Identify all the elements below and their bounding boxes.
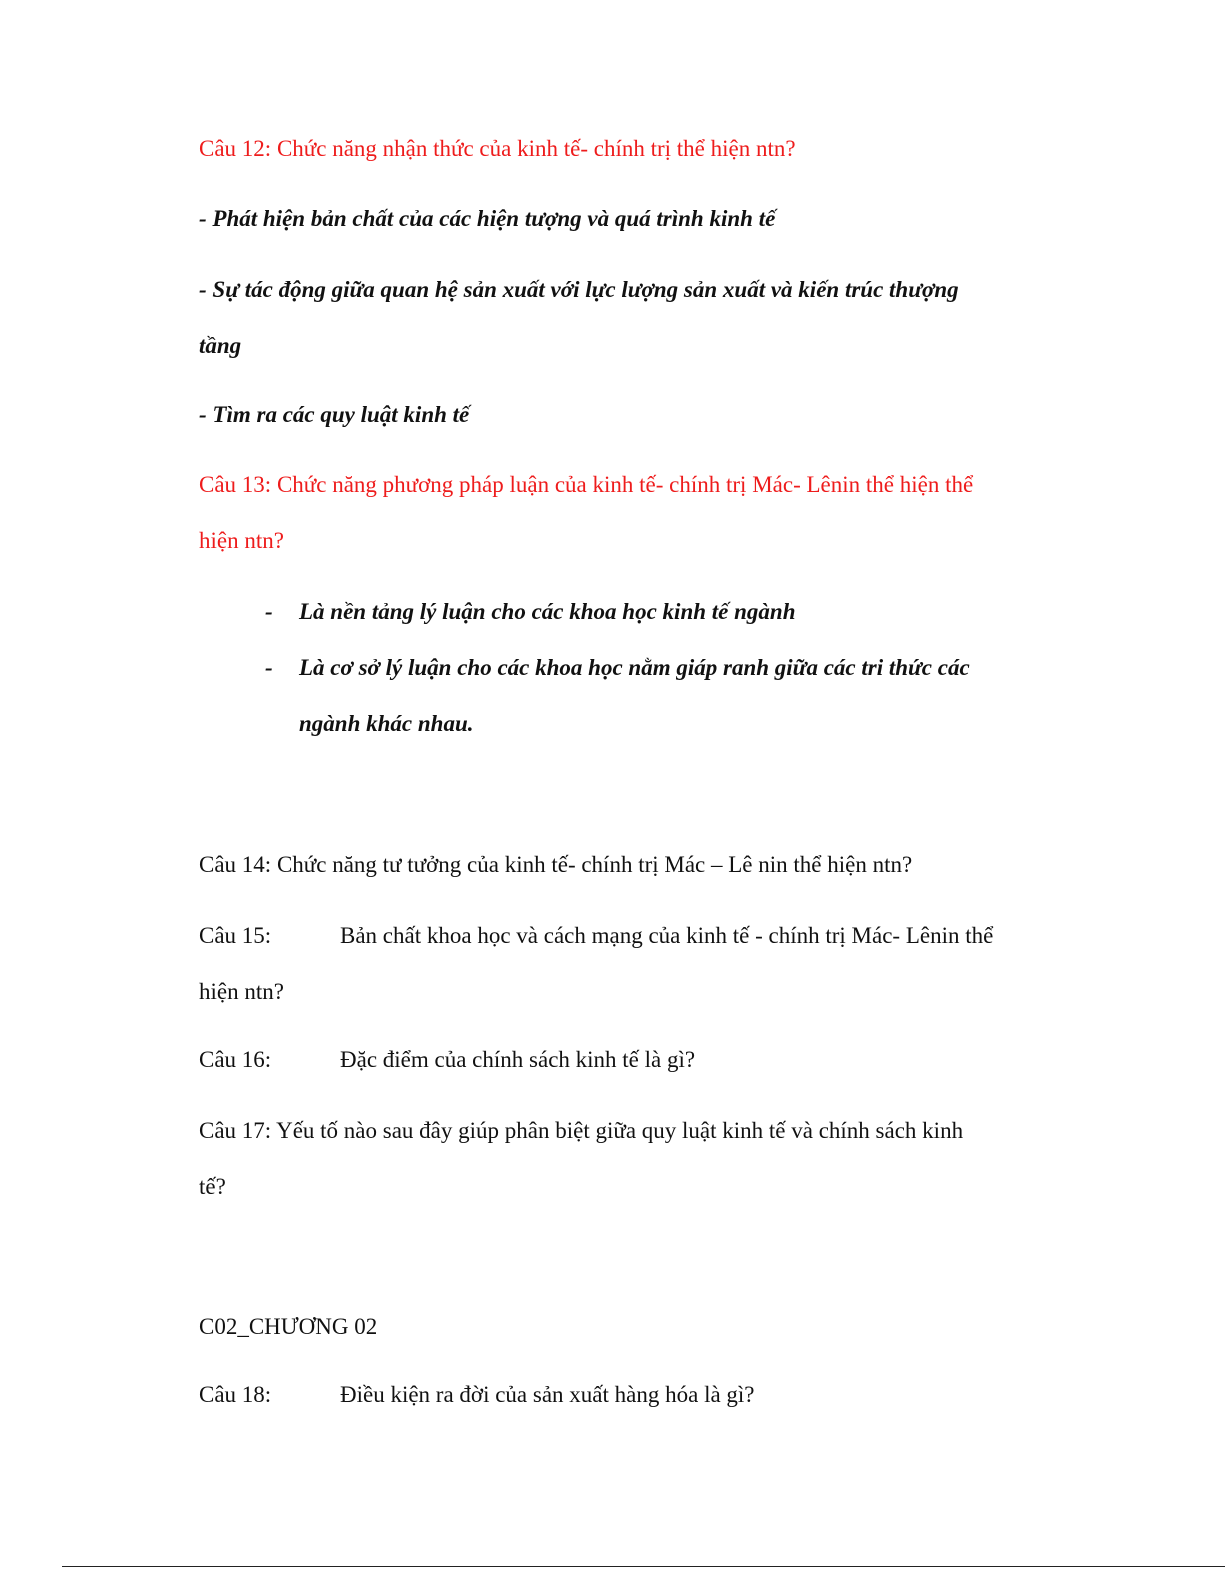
bullet-dash: - (265, 599, 273, 624)
question-12-answer-3: - Tìm ra các quy luật kinh tế (199, 402, 470, 427)
question-15-title (199, 921, 993, 951)
question-16-label: Câu 16: (199, 1047, 272, 1072)
question-18-title (199, 1380, 755, 1410)
question-12-answer-1: - Phát hiện bản chất của các hiện tượng và quá trình kinh tế (199, 206, 776, 231)
question-18-label: Câu 18: (199, 1382, 272, 1407)
question-13-answer-1: Là nền tảng lý luận cho các khoa học kinh tế ngành (299, 599, 796, 624)
page-bottom-divider (62, 1566, 1225, 1567)
question-13-title-continued: hiện ntn? (199, 528, 284, 553)
question-16-text: Đặc điểm của chính sách kinh tế là gì? (340, 1047, 696, 1072)
question-12-title: Câu 12: Chức năng nhận thức của kinh tế- chính trị thể hiện ntn? (199, 136, 796, 161)
question-13-answer-2-continued: ngành khác nhau. (299, 711, 474, 736)
bullet-dash: - (265, 655, 273, 680)
question-16-title (199, 1045, 695, 1075)
question-15-text: Bản chất khoa học và cách mạng của kinh tế - chính trị Mác- Lênin thể (340, 923, 994, 948)
question-15-title-continued: hiện ntn? (199, 979, 284, 1004)
question-13-answer-2: Là cơ sở lý luận cho các khoa học nằm giáp ranh giữa các tri thức các (299, 655, 970, 680)
question-17-title-continued: tế? (199, 1174, 226, 1199)
question-18-text: Điều kiện ra đời của sản xuất hàng hóa là gì? (340, 1382, 755, 1407)
chapter-heading: C02_CHƯƠNG 02 (199, 1314, 378, 1339)
question-15-label: Câu 15: (199, 923, 272, 948)
question-14-title: Câu 14: Chức năng tư tưởng của kinh tế- chính trị Mác – Lê nin thể hiện ntn? (199, 852, 913, 877)
question-12-answer-2-continued: tầng (199, 333, 242, 358)
question-17-title: Câu 17: Yếu tố nào sau đây giúp phân biệt giữa quy luật kinh tế và chính sách kinh (199, 1118, 964, 1143)
question-13-title: Câu 13: Chức năng phương pháp luận của kinh tế- chính trị Mác- Lênin thể hiện thể (199, 472, 974, 497)
question-12-answer-2: - Sự tác động giữa quan hệ sản xuất với lực lượng sản xuất và kiến trúc thượng (199, 277, 959, 302)
